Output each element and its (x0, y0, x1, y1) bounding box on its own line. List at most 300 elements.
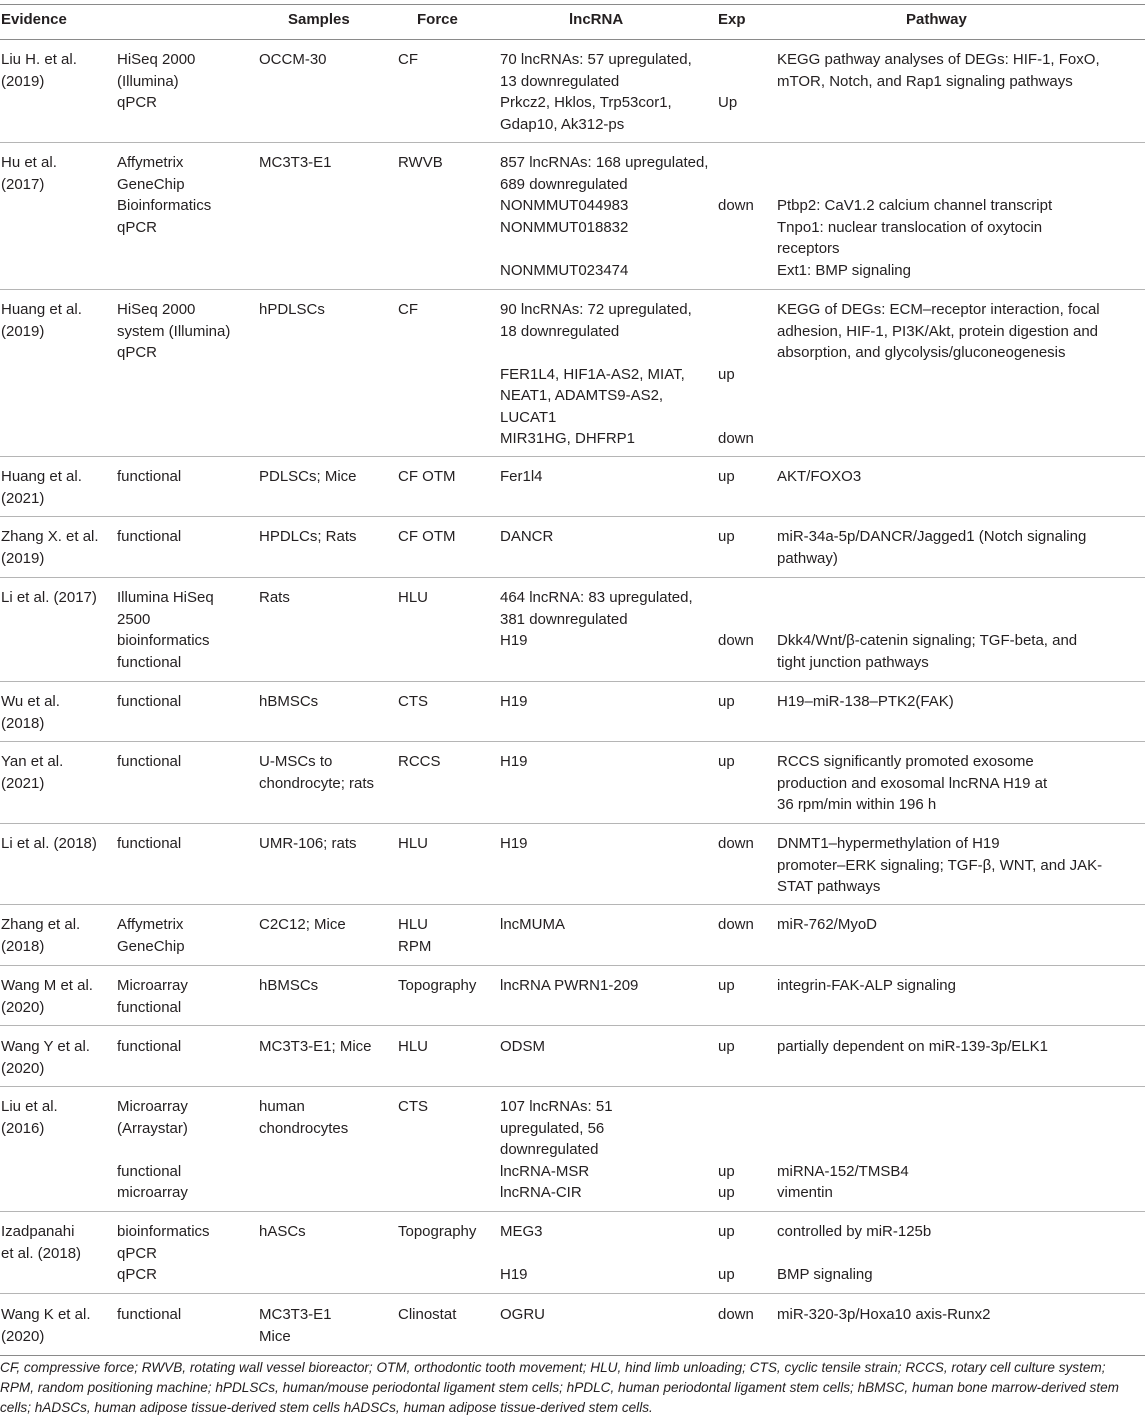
cell-line: (2018) (1, 937, 45, 955)
cell-line: U-MSCs to (259, 753, 333, 770)
cell-line: downregulated (500, 1141, 599, 1158)
cell-line: H19 (500, 835, 528, 852)
cell-line: Wang K et al. (1, 1306, 91, 1323)
cell-line: up (718, 1038, 735, 1055)
cell-line: chondrocyte; rats (259, 774, 375, 792)
footnote-line: RPM, random positioning machine; hPDLSCs, human/mouse periodontal ligament stem cells; hPDLC, human periodontal ligament stem cells; hBMSC, human bone marrow-derived stem (0, 1380, 1119, 1395)
cell-line: HPDLCs; Rats (259, 528, 357, 545)
force-cell (398, 751, 493, 773)
cell-line: mTOR, Notch, and Rap1 signaling pathways (777, 72, 1073, 90)
cell-line: functional (117, 1162, 182, 1180)
cell-line: Li et al. (2017) (1, 589, 97, 606)
cell-line: (2019) (1, 72, 45, 90)
force-cell (398, 914, 493, 957)
cell-line: RCCS significantly promoted exosome (777, 753, 1034, 770)
cell-line: Wang Y et al. (1, 1038, 90, 1055)
cell-line: functional (117, 998, 182, 1016)
lncrna-cell (500, 1221, 715, 1286)
cell-line: NEAT1, ADAMTS9-AS2, (500, 387, 664, 404)
cell-line: Huang et al. (1, 468, 82, 485)
cell-line: down (718, 835, 754, 852)
force-cell (398, 49, 493, 71)
cell-line: CTS (398, 693, 428, 710)
method-cell (117, 1036, 252, 1058)
cell-line: HLU (398, 1038, 429, 1055)
cell-line (718, 587, 773, 609)
cell-line: down (718, 197, 754, 214)
cell-line (718, 1139, 773, 1161)
cell-line: up (718, 1184, 735, 1201)
expression-cell (718, 833, 773, 855)
cell-line: Ext1: BMP signaling (777, 261, 911, 279)
cell-line: (2020) (1, 998, 45, 1016)
cell-line: GeneChip (117, 937, 185, 955)
cell-line: 107 lncRNAs: 51 (500, 1098, 613, 1115)
lncrna-cell (500, 1096, 715, 1204)
cell-line: NONMMUT044983 (500, 197, 629, 214)
cell-line: down (718, 1306, 754, 1323)
samples-cell (259, 299, 394, 321)
cell-line: (Arraystar) (117, 1119, 188, 1137)
cell-line: HiSeq 2000 (117, 51, 196, 68)
cell-line (718, 152, 773, 174)
cell-line: STAT pathways (777, 878, 881, 895)
cell-line: Up (718, 94, 738, 111)
pathway-cell (777, 975, 1137, 997)
cell-line: Bioinformatics (117, 197, 212, 214)
cell-line: up (718, 977, 735, 994)
cell-line: 70 lncRNAs: 57 upregulated, (500, 51, 692, 68)
lncrna-cell (500, 751, 715, 773)
cell-line: up (718, 1162, 735, 1180)
cell-line: RCCS (398, 753, 441, 770)
expression-cell (718, 1304, 773, 1326)
cell-line (718, 1243, 773, 1265)
cell-line: up (718, 528, 735, 545)
cell-line: Ptbp2: CaV1.2 calcium channel transcript (777, 197, 1053, 214)
cell-line: hASCs (259, 1223, 306, 1240)
cell-line: qPCR (117, 1266, 158, 1283)
method-cell (117, 466, 252, 488)
samples-cell (259, 975, 394, 997)
table-footnote (0, 1358, 1145, 1418)
cell-line: integrin-FAK-ALP signaling (777, 977, 956, 994)
evidence-cell (1, 975, 111, 1018)
header-samples: Samples (288, 11, 350, 28)
cell-line: 18 downregulated (500, 322, 620, 340)
evidence-cell (1, 833, 111, 855)
samples-cell (259, 751, 394, 794)
expression-cell (718, 466, 773, 488)
method-cell (117, 914, 252, 957)
cell-line: functional (117, 468, 182, 485)
cell-line: Yan et al. (1, 753, 64, 770)
method-cell (117, 833, 252, 855)
cell-line: 381 downregulated (500, 610, 628, 628)
cell-line: Gdap10, Ak312-ps (500, 115, 625, 133)
evidence-cell (1, 751, 111, 794)
lncrna-cell (500, 49, 715, 135)
cell-line: miR-762/MyoD (777, 916, 878, 933)
cell-line: pathway) (777, 549, 838, 567)
cell-line: bioinformatics (117, 1223, 210, 1240)
cell-line: HiSeq 2000 (117, 301, 196, 318)
cell-line (777, 1118, 1137, 1140)
cell-line: CF OTM (398, 528, 456, 545)
cell-line: lncRNA-MSR (500, 1162, 590, 1180)
cell-line: up (718, 365, 735, 383)
cell-line: lncRNA-CIR (500, 1184, 582, 1201)
cell-line: et al. (2018) (1, 1244, 82, 1262)
cell-line: tight junction pathways (777, 653, 929, 671)
method-cell (117, 526, 252, 548)
cell-line: Illumina HiSeq (117, 589, 214, 606)
cell-line: up (718, 753, 735, 770)
row-separator (0, 1211, 1145, 1212)
cell-line: Wu et al. (1, 693, 60, 710)
header-force: Force (417, 11, 458, 28)
header-evidence: Evidence (1, 11, 67, 28)
cell-line: (2020) (1, 1059, 45, 1077)
cell-line: MEG3 (500, 1223, 543, 1240)
cell-line (718, 342, 773, 364)
evidence-cell (1, 466, 111, 509)
cell-line: MC3T3-E1 (259, 154, 332, 171)
row-separator (0, 39, 1145, 40)
cell-line: Clinostat (398, 1306, 457, 1323)
cell-line: up (718, 468, 735, 485)
row-separator (0, 1355, 1145, 1356)
cell-line: adhesion, HIF-1, PI3K/Akt, protein digestion and (777, 322, 1099, 340)
cell-line (777, 1243, 1137, 1265)
cell-line: Hu et al. (1, 154, 57, 171)
cell-line: OCCM-30 (259, 51, 327, 68)
cell-line (718, 1096, 773, 1118)
cell-line: UMR-106; rats (259, 835, 357, 852)
cell-line: DNMT1–hypermethylation of H19 (777, 835, 1000, 852)
cell-line: KEGG pathway analyses of DEGs: HIF-1, FoxO, (777, 51, 1100, 68)
cell-line: (2016) (1, 1119, 45, 1137)
cell-line: ODSM (500, 1038, 545, 1055)
cell-line: PDLSCs; Mice (259, 468, 357, 485)
cell-line: HLU (398, 916, 429, 933)
force-cell (398, 1304, 493, 1326)
samples-cell (259, 691, 394, 713)
method-cell (117, 49, 252, 114)
cell-line: hBMSCs (259, 693, 319, 710)
expression-cell (718, 751, 773, 773)
cell-line: H19 (500, 1266, 528, 1283)
cell-line: 689 downregulated (500, 175, 628, 193)
method-cell (117, 299, 252, 364)
cell-line: production and exosomal lncRNA H19 at (777, 774, 1048, 792)
cell-line: MC3T3-E1 (259, 1306, 332, 1323)
footnote-line: CF, compressive force; RWVB, rotating wall vessel bioreactor; OTM, orthodontic tooth movement; HLU, hind limb unloading; CTS, cyclic tensile strain; RCCS, rotary cell culture system; (0, 1360, 1106, 1375)
cell-line: CF (398, 51, 418, 68)
cell-line (777, 1139, 1137, 1161)
evidence-cell (1, 49, 111, 92)
force-cell (398, 691, 493, 713)
cell-line: OGRU (500, 1306, 545, 1323)
pathway-cell (777, 914, 1137, 936)
cell-line: (Illumina) (117, 72, 179, 90)
cell-line (777, 587, 1137, 609)
lncrna-cell (500, 299, 715, 450)
cell-line: Wang M et al. (1, 977, 93, 994)
cell-line: (2019) (1, 322, 45, 340)
lncrna-cell (500, 526, 715, 548)
cell-line: Li et al. (2018) (1, 835, 97, 852)
force-cell (398, 152, 493, 174)
cell-line: (2019) (1, 549, 45, 567)
cell-line: NONMMUT023474 (500, 261, 629, 279)
cell-line: functional (117, 653, 182, 671)
expression-cell (718, 1221, 773, 1286)
cell-line: vimentin (777, 1184, 833, 1201)
cell-line: bioinformatics (117, 632, 210, 649)
lncrna-cell (500, 691, 715, 713)
cell-line: 13 downregulated (500, 72, 620, 90)
cell-line: functional (117, 1038, 182, 1055)
cell-line: Liu H. et al. (1, 51, 77, 68)
lncrna-cell (500, 833, 715, 855)
pathway-cell (777, 691, 1137, 713)
cell-line: down (718, 632, 754, 649)
cell-line: human (259, 1098, 305, 1115)
expression-cell (718, 1036, 773, 1058)
lncrna-cell (500, 466, 715, 488)
expression-cell (718, 587, 773, 652)
cell-line: Affymetrix (117, 154, 184, 171)
expression-cell (718, 299, 773, 450)
method-cell (117, 1096, 252, 1204)
cell-line: Fer1l4 (500, 468, 543, 485)
cell-line: BMP signaling (777, 1266, 873, 1283)
cell-line: (2021) (1, 774, 45, 792)
cell-line: AKT/FOXO3 (777, 468, 862, 485)
lncrna-cell (500, 914, 715, 936)
evidence-cell (1, 299, 111, 342)
cell-line: (2020) (1, 1327, 45, 1345)
cell-line: hPDLSCs (259, 301, 325, 318)
force-cell (398, 466, 493, 488)
row-separator (0, 516, 1145, 517)
cell-line: up (718, 693, 735, 710)
cell-line (718, 49, 773, 71)
cell-line: qPCR (117, 1244, 158, 1262)
header-pathway: Pathway (906, 11, 967, 28)
force-cell (398, 833, 493, 855)
row-separator (0, 1025, 1145, 1026)
cell-line: Huang et al. (1, 301, 82, 318)
pathway-cell (777, 1221, 1137, 1286)
evidence-cell (1, 691, 111, 734)
cell-line: (2021) (1, 489, 45, 507)
header-lncrna: lncRNA (569, 11, 624, 28)
cell-line: 90 lncRNAs: 72 upregulated, (500, 301, 692, 318)
pathway-cell (777, 526, 1137, 569)
cell-line: HLU (398, 835, 429, 852)
cell-line: (2018) (1, 714, 45, 732)
lncrna-cell (500, 1304, 715, 1326)
cell-line: functional (117, 1306, 182, 1323)
row-separator (0, 823, 1145, 824)
cell-line (718, 1118, 773, 1140)
row-separator (0, 289, 1145, 290)
pathway-cell (777, 1096, 1137, 1204)
cell-line (777, 609, 1137, 631)
cell-line: miR-320-3p/Hoxa10 axis-Runx2 (777, 1306, 991, 1323)
cell-line: HLU (398, 589, 429, 606)
cell-line (718, 407, 773, 429)
expression-cell (718, 914, 773, 936)
cell-line: qPCR (117, 218, 158, 236)
force-cell (398, 587, 493, 609)
row-separator (0, 904, 1145, 905)
cell-line: Microarray (117, 977, 188, 994)
samples-cell (259, 49, 394, 71)
method-cell (117, 587, 252, 673)
evidence-cell (1, 587, 111, 609)
cell-line: upregulated, 56 (500, 1119, 605, 1137)
method-cell (117, 152, 252, 238)
cell-line: 857 lncRNAs: 168 upregulated, (500, 154, 709, 171)
pathway-cell (777, 49, 1137, 92)
cell-line: qPCR (117, 94, 158, 111)
pathway-cell (777, 1304, 1137, 1326)
cell-line: qPCR (117, 344, 158, 361)
samples-cell (259, 1304, 394, 1347)
cell-line: functional (117, 835, 182, 852)
samples-cell (259, 833, 394, 855)
force-cell (398, 1221, 493, 1243)
method-cell (117, 1304, 252, 1326)
cell-line: Dkk4/Wnt/β-catenin signaling; TGF-beta, and (777, 632, 1078, 649)
samples-cell (259, 1036, 394, 1058)
cell-line: up (718, 1223, 735, 1240)
cell-line (718, 71, 773, 93)
row-separator (0, 965, 1145, 966)
cell-line: RPM (398, 937, 432, 955)
pathway-cell (777, 466, 1137, 488)
cell-line: H19 (500, 753, 528, 770)
cell-line: Topography (398, 1223, 477, 1240)
cell-line: down (718, 430, 754, 447)
expression-cell (718, 526, 773, 548)
cell-line: C2C12; Mice (259, 916, 346, 933)
cell-line: 464 lncRNA: 83 upregulated, (500, 589, 693, 606)
expression-cell (718, 152, 773, 217)
row-separator (0, 741, 1145, 742)
cell-line: system (Illumina) (117, 322, 231, 340)
row-separator (0, 577, 1145, 578)
cell-line: LUCAT1 (500, 408, 557, 426)
lncrna-cell (500, 1036, 715, 1058)
cell-line: up (718, 1266, 735, 1283)
cell-line: MIR31HG, DHFRP1 (500, 430, 636, 447)
lncrna-cell (500, 975, 715, 997)
cell-line: Zhang X. et al. (1, 528, 99, 545)
pathway-cell (777, 833, 1137, 898)
pathway-cell (777, 751, 1137, 816)
method-cell (117, 1221, 252, 1286)
cell-line: (2017) (1, 175, 45, 193)
cell-line: functional (117, 753, 182, 770)
cell-line: lncRNA PWRN1-209 (500, 977, 639, 994)
expression-cell (718, 49, 773, 114)
cell-line: KEGG of DEGs: ECM–receptor interaction, focal (777, 301, 1100, 318)
row-separator (0, 142, 1145, 143)
cell-line: Topography (398, 977, 477, 994)
cell-line: lncMUMA (500, 916, 566, 933)
cell-line: promoter–ERK signaling; TGF-β, WNT, and JAK- (777, 856, 1103, 874)
row-separator (0, 1086, 1145, 1087)
force-cell (398, 299, 493, 321)
evidence-cell (1, 1036, 111, 1079)
cell-line (500, 238, 715, 260)
cell-line (718, 385, 773, 407)
cell-line: Zhang et al. (1, 916, 81, 933)
cell-line: miR-34a-5p/DANCR/Jagged1 (Notch signaling (777, 528, 1087, 545)
table-top-rule (0, 4, 1145, 5)
force-cell (398, 975, 493, 997)
cell-line: controlled by miR-125b (777, 1223, 932, 1240)
lncrna-cell (500, 587, 715, 652)
cell-line: H19–miR-138–PTK2(FAK) (777, 693, 954, 710)
cell-line (777, 152, 1137, 174)
cell-line (117, 1139, 252, 1161)
cell-line: Tnpo1: nuclear translocation of oxytocin (777, 218, 1043, 236)
cell-line: NONMMUT018832 (500, 218, 629, 236)
cell-line: miRNA-152/TMSB4 (777, 1162, 909, 1180)
cell-line: 2500 (117, 610, 151, 628)
cell-line: down (718, 916, 754, 933)
cell-line: Izadpanahi (1, 1223, 75, 1240)
cell-line: receptors (777, 240, 840, 257)
method-cell (117, 751, 252, 773)
cell-line: hBMSCs (259, 977, 319, 994)
pathway-cell (777, 152, 1137, 281)
cell-line: absorption, and glycolysis/gluconeogenesis (777, 344, 1066, 361)
footnote-line: cells; hADSCs, human adipose tissue-derived stem cells hADSCs, human adipose tissue-derived stem cells. (0, 1400, 653, 1415)
samples-cell (259, 152, 394, 174)
cell-line: Liu et al. (1, 1098, 58, 1115)
cell-line: H19 (500, 632, 528, 649)
cell-line: GeneChip (117, 175, 185, 193)
cell-line: chondrocytes (259, 1119, 349, 1137)
method-cell (117, 691, 252, 713)
samples-cell (259, 1096, 394, 1139)
header-exp: Exp (718, 11, 746, 28)
samples-cell (259, 1221, 394, 1243)
row-separator (0, 681, 1145, 682)
cell-line (718, 321, 773, 343)
cell-line (718, 174, 773, 196)
evidence-cell (1, 526, 111, 569)
cell-line: Prkcz2, Hklos, Trp53cor1, (500, 94, 672, 111)
force-cell (398, 1036, 493, 1058)
cell-line: functional (117, 693, 182, 710)
cell-line: CF (398, 301, 418, 318)
cell-line: Affymetrix (117, 916, 184, 933)
cell-line: DANCR (500, 528, 554, 545)
pathway-cell (777, 1036, 1137, 1058)
row-separator (0, 456, 1145, 457)
cell-line (718, 299, 773, 321)
samples-cell (259, 466, 394, 488)
cell-line: functional (117, 528, 182, 545)
evidence-cell (1, 914, 111, 957)
